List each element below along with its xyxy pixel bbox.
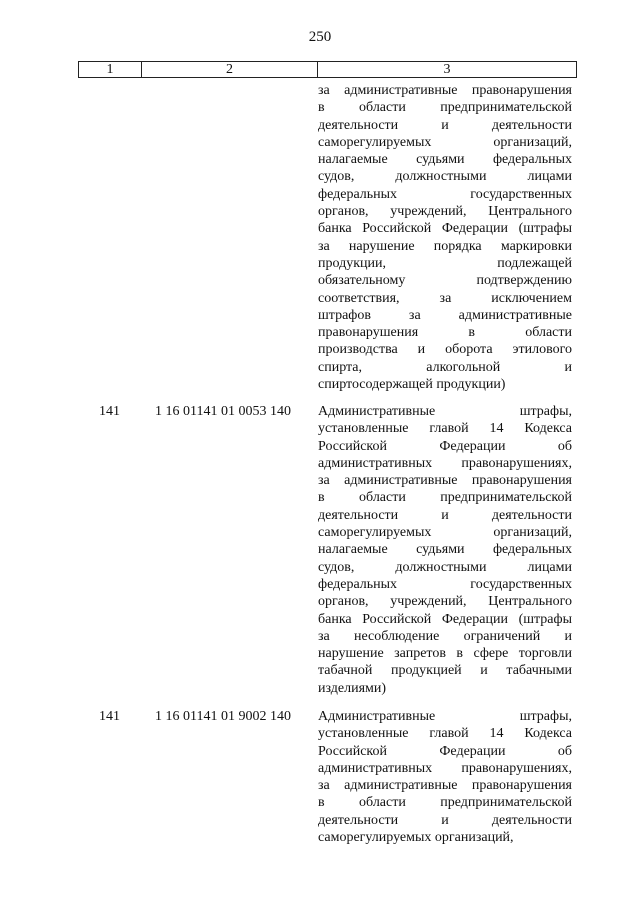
description-line: установленные главой 14 Кодекса: [318, 726, 572, 742]
description-line: Российской Федерации об: [318, 438, 572, 454]
description-line: за несоблюдение ограничений и: [318, 628, 572, 644]
description-line: Российской Федерации об: [318, 743, 572, 759]
description-line: саморегулируемых организаций,: [318, 525, 572, 541]
description-line: саморегулируемых организаций,: [318, 134, 572, 150]
description-line: налагаемые судьями федеральных: [318, 152, 572, 168]
description-line: административных правонарушениях,: [318, 455, 572, 471]
header-col-1: 1: [79, 62, 142, 77]
description-line: Административные штрафы,: [318, 709, 572, 724]
description-line: банка Российской Федерации (штрафы: [318, 221, 572, 237]
description-line: соответствия, за исключением: [318, 290, 572, 306]
description-line: в области предпринимательской: [318, 490, 572, 506]
description-line: деятельности и деятельности: [318, 117, 572, 133]
description-line: саморегулируемых организаций,: [318, 830, 514, 846]
description-line: за административные правонарушения: [318, 778, 572, 794]
row-number: 141: [99, 709, 120, 724]
description-line: судов, должностными лицами: [318, 559, 572, 575]
row-number: 141: [99, 404, 120, 419]
description-line: налагаемые судьями федеральных: [318, 542, 572, 558]
header-col-3: 3: [443, 62, 451, 77]
description-line: установленные главой 14 Кодекса: [318, 421, 572, 437]
description-line: административных правонарушениях,: [318, 760, 572, 776]
description-line: Административные штрафы,: [318, 404, 572, 419]
description-line: за нарушение порядка маркировки: [318, 238, 572, 254]
description-line: федеральных государственных: [318, 576, 572, 592]
description-line: органов, учреждений, Центрального: [318, 204, 572, 220]
header-col-2: 2: [142, 62, 318, 77]
description-line: деятельности и деятельности: [318, 507, 572, 523]
description-line: в области предпринимательской: [318, 100, 572, 116]
description-line: нарушение запретов в сфере торговли: [318, 646, 572, 662]
page-number: 250: [308, 29, 332, 45]
description-line: за административные правонарушения: [318, 473, 572, 489]
description-line: деятельности и деятельности: [318, 812, 572, 828]
description-line: органов, учреждений, Центрального: [318, 594, 572, 610]
description-line: продукции, подлежащей: [318, 255, 572, 271]
budget-classification-code: 1 16 01141 01 9002 140: [155, 709, 291, 724]
description-line: федеральных государственных: [318, 186, 572, 202]
description-line: штрафов за административные: [318, 307, 572, 323]
description-line: судов, должностными лицами: [318, 169, 572, 185]
description-line: банка Российской Федерации (штрафы: [318, 611, 572, 627]
table-header: [78, 61, 577, 78]
income-description: [318, 708, 572, 846]
description-line: за административные правонарушения: [318, 83, 572, 98]
description-line: правонарушения в области: [318, 325, 572, 341]
income-description: [318, 403, 572, 697]
description-line: спирта, алкогольной и: [318, 359, 572, 375]
description-line: табачной продукцией и табачными: [318, 663, 572, 679]
description-line: изделиями): [318, 680, 387, 696]
description-line: производства и оборота этилового: [318, 342, 572, 358]
income-description: [318, 82, 572, 393]
budget-classification-code: 1 16 01141 01 0053 140: [155, 404, 291, 419]
description-line: спиртосодержащей продукции): [318, 377, 506, 393]
description-line: обязательному подтверждению: [318, 273, 572, 289]
description-line: в области предпринимательской: [318, 795, 572, 811]
